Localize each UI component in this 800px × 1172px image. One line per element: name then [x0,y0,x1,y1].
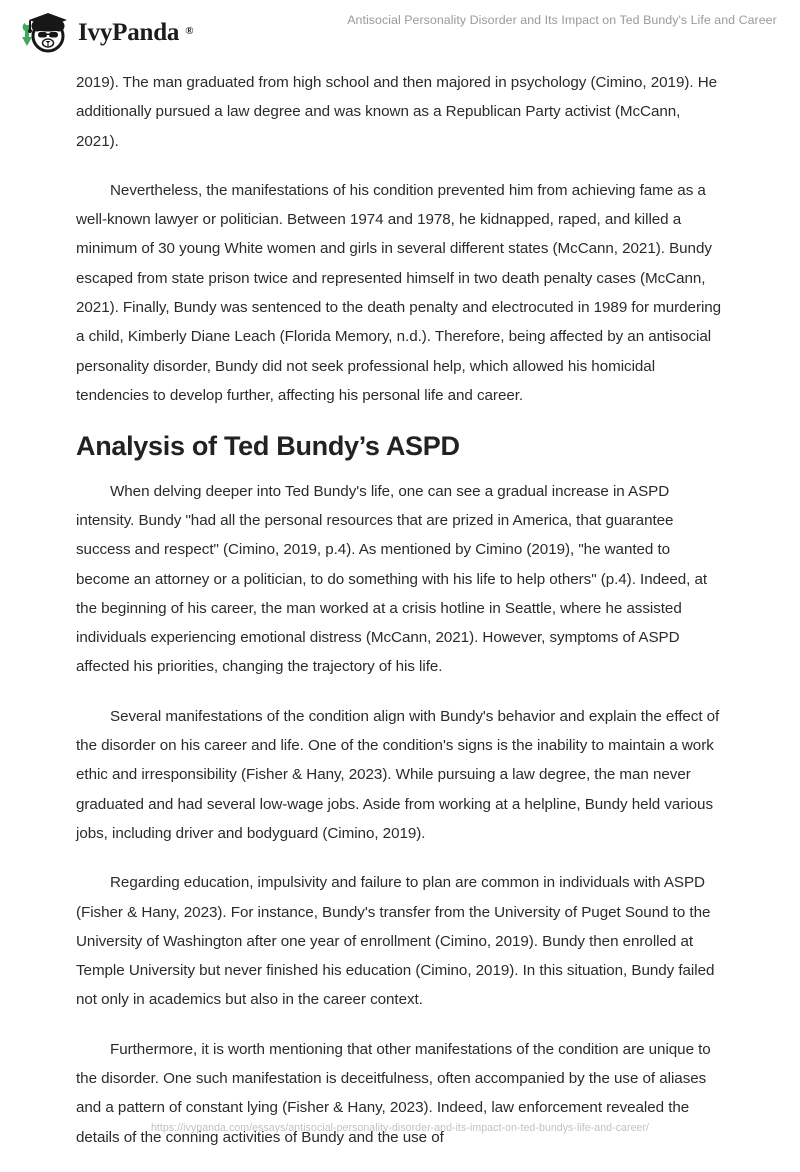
panda-graduate-logo-icon [18,8,72,54]
body-paragraph: Furthermore, it is worth mentioning that other manifestations of the condition are unique to the disorder. One such manifestation is deceitfulness, often accompanied by the use of aliases and a pattern of constant lying (Fisher & Hany, 2023). Indeed, law enforcement revealed the details of the conning activities of Bundy and the use of [76,1040,711,1146]
page-header [0,0,800,62]
section-heading: Analysis of Ted Bundy’s ASPD [76,431,460,462]
document-body [76,68,724,1172]
brand-logo[interactable] [18,8,193,54]
body-paragraph: 2019). The man graduated from high school and then majored in psychology (Cimino, 2019). He additionally pursued a law degree and was known as a Republican Party activist (McCann, 2021). [76,74,718,150]
page-footer [0,1114,800,1160]
body-paragraph: Nevertheless, the manifestations of his condition prevented him from achieving fame as a well-known lawyer or politician. Between 1974 and 1978, he kidnapped, raped, and killed a minimum of 30 young White women and girls in several different states (McCann, 2021). Bundy escaped from state prison twice and represented himself in two death penalty cases (McCann, 2021). Finally, Bundy was sentenced to the death penalty and electrocuted in 1989 for murdering a child, Kimberly Diane Leach (Florida Memory, n.d.). Therefore, being affected by an antisocial personality disorder, Bundy did not seek professional help, which allowed his homicidal tendencies to develop further, affecting his personal life and career. [76,181,722,404]
body-paragraph: When delving deeper into Ted Bundy's life, one can see a gradual increase in ASPD intensity. Bundy "had all the personal resources that are prized in America, that guarantee success and respect" (Cimino, 2019, p.4). As mentioned by Cimino (2019), "he wanted to become an attorney or a politician, to do something with his life to help others" (p.4). Indeed, at the beginning of his career, the man worked at a crisis hotline in Seattle, where he assisted individuals experiencing emotional distress (McCann, 2021). However, symptoms of ASPD affected his priorities, changing the trajectory of his life. [76,482,708,676]
body-paragraph: Regarding education, impulsivity and failure to plan are common in individuals with ASPD (Fisher & Hany, 2023). For instance, Bundy's transfer from the University of Puget Sound to the University of Washington after one year of enrollment (Cimino, 2019). Bundy then enrolled at Temple University but never finished his education (Cimino, 2019). In this situation, Bundy failed not only in academics but also in the career context. [76,874,715,1009]
document-running-title: Antisocial Personality Disorder and Its Impact on Ted Bundy's Life and Career [347,13,777,27]
brand-name: IvyPanda [78,18,180,46]
body-paragraph: Several manifestations of the condition align with Bundy's behavior and explain the effect of the disorder on his career and life. One of the condition's signs is the inability to maintain a work ethic and irresponsibility (Fisher & Hany, 2023). While pursuing a law degree, the man never graduated and had several low-wage jobs. Aside from working at a helpline, Bundy held various jobs, including driver and bodyguard (Cimino, 2019). [76,707,720,842]
registered-mark: ® [185,25,194,37]
source-url[interactable]: https://ivypanda.com/essays/antisocial-personality-disorder-and-its-impact-on-ted-bundys-life-and-career/ [150,1122,650,1134]
